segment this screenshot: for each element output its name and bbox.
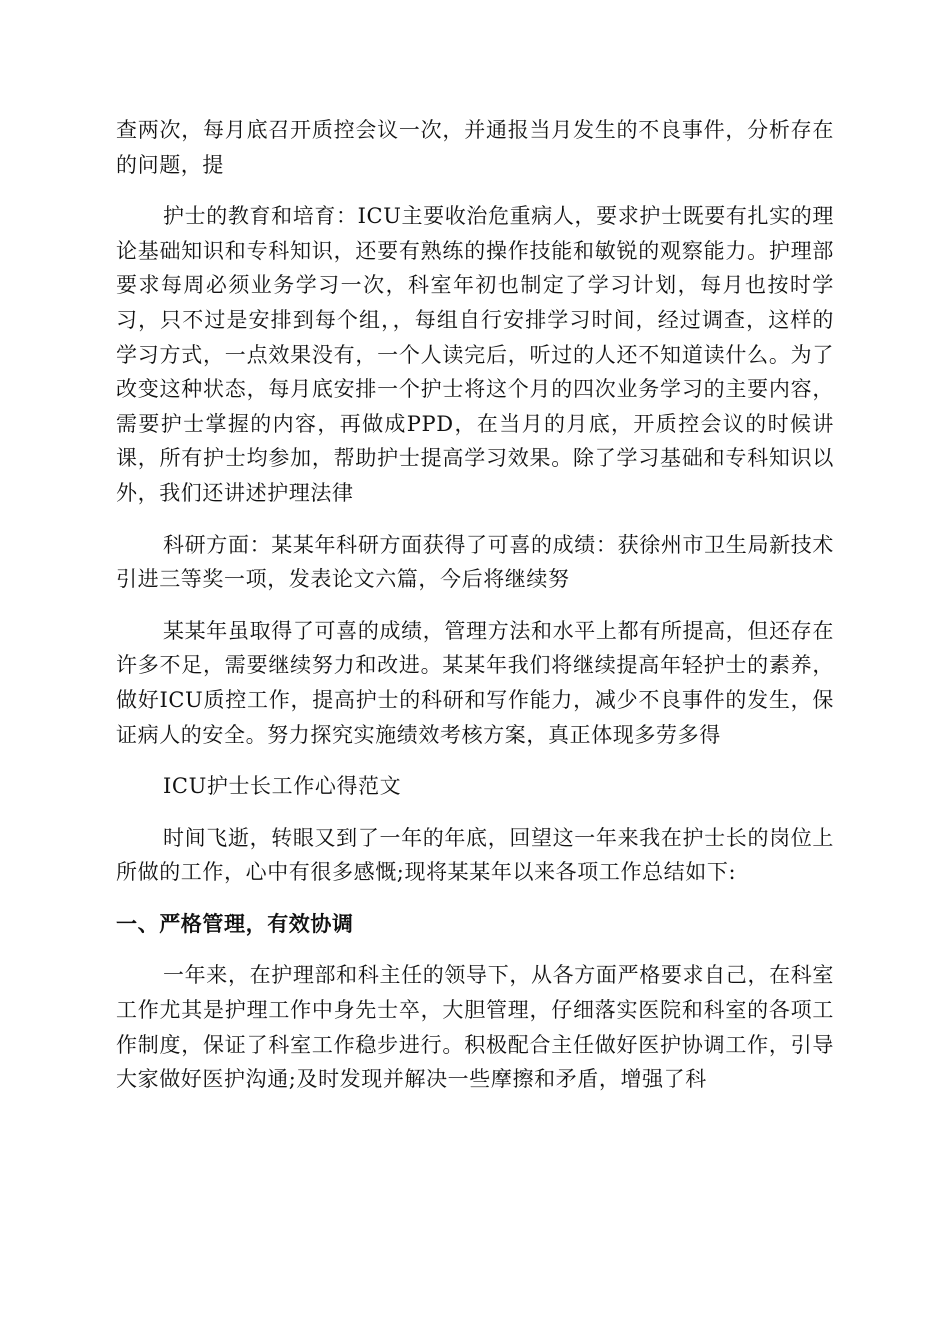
paragraph-achievements: 某某年虽取得了可喜的成绩，管理方法和水平上都有所提高，但还存在许多不足，需要继续努力和改进。某某年我们将继续提高年轻护士的素养，做好ICU质控工作，提高护士的科研和写作能力，减少不良事件的发生，保证病人的安全。努力探究实施绩效考核方案，真正体现多劳多得 xyxy=(116,618,834,747)
paragraph-article-title: ICU护士长工作心得范文 xyxy=(163,774,402,799)
paragraph-research: 科研方面：某某年科研方面获得了可喜的成绩：获徐州市卫生局新技术引进三等奖一项，发表论文六篇，今后将继续努 xyxy=(116,532,834,592)
paragraph-quality-meeting: 查两次，每月底召开质控会议一次，并通报当月发生的不良事件，分析存在的问题，提 xyxy=(116,118,834,177)
document-body xyxy=(116,113,834,1114)
section-heading: 一、严格管理，有效协调 xyxy=(116,911,354,936)
paragraph-nurse-education: 护士的教育和培育：ICU主要收治危重病人，要求护士既要有扎实的理论基础知识和专科知识，还要有熟练的操作技能和敏锐的观察能力。护理部要求每周必须业务学习一次，科室年初也制定了学习计划，每月也按时学习，只不过是安排到每个组，，每组自行安排学习时间，经过调查，这样的学习方式，一点效果没有，一个人读完后，听过的人还不知道读什么。为了改变这种状态，每月底安排一个护士将这个月的四次业务学习的主要内容，需要护士掌握的内容，再做成PPD，在当月的月底，开质控会议的时候讲课，所有护士均参加，帮助护士提高学习效果。除了学习基础和专科知识以外，我们还讲述护理法律 xyxy=(116,204,834,505)
paragraph-management: 一年来，在护理部和科主任的领导下，从各方面严格要求自己，在科室工作尤其是护理工作中身先士卒，大胆管理，仔细落实医院和科室的各项工作制度，保证了科室工作稳步进行。积极配合主任做好医护协调工作，引导大家做好医护沟通;及时发现并解决一些摩擦和矛盾，增强了科 xyxy=(116,963,834,1092)
paragraph-introduction: 时间飞逝，转眼又到了一年的年底，回望这一年来我在护士长的岗位上所做的工作，心中有很多感慨;现将某某年以来各项工作总结如下: xyxy=(116,825,834,885)
